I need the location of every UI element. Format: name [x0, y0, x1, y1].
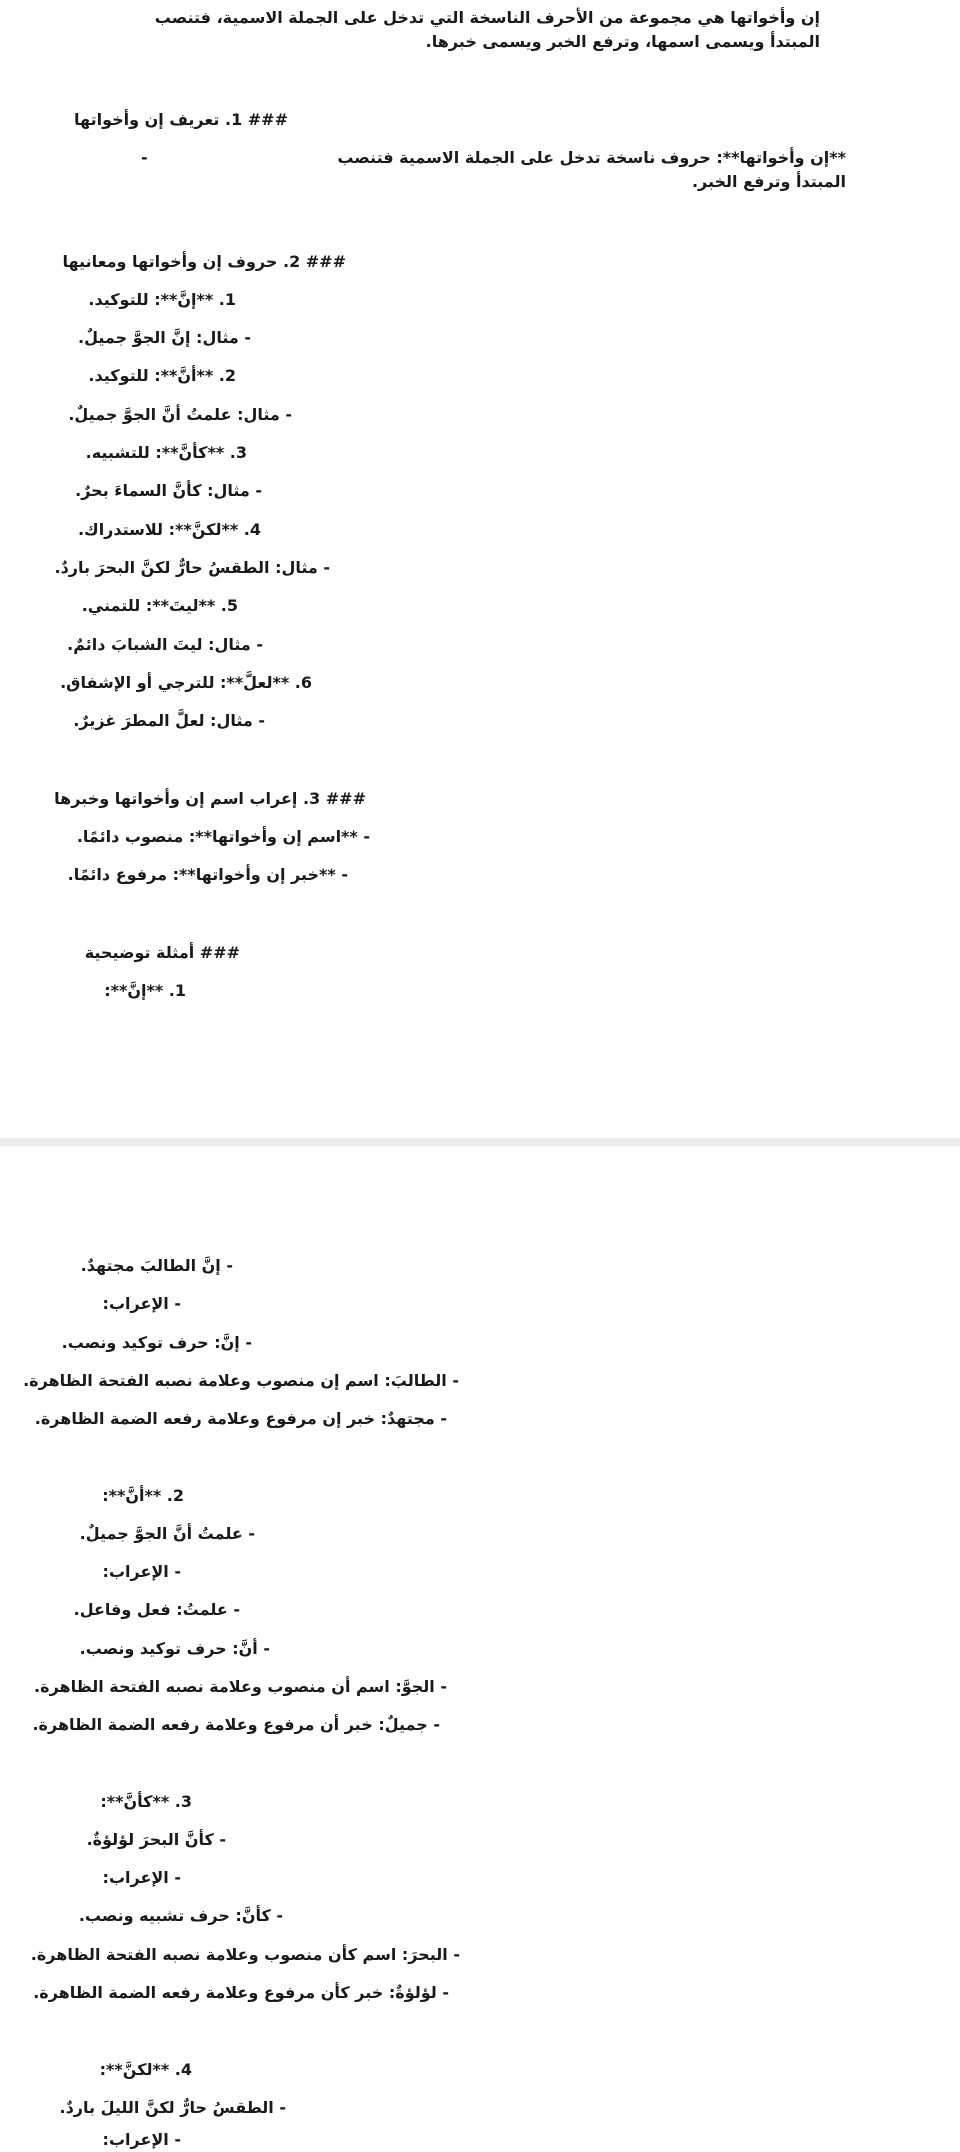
list-item: 4. **لكنَّ**: للاستدراك.: [77, 520, 261, 539]
page-separator: [0, 1138, 960, 1146]
heading-definition: ### 1. تعريف إن وأخواتها: [74, 110, 288, 129]
list-item: - إنَّ الطالبَ مجتهدٌ.: [80, 1256, 233, 1275]
list-item: 2. **أنَّ**: للتوكيد.: [88, 366, 236, 385]
list-item: - الإعراب:: [102, 2130, 181, 2149]
list-item: - مثال: إنَّ الجوَّ جميلٌ.: [78, 328, 251, 347]
list-item: - الطالبَ: اسم إن منصوب وعلامة نصبه الفتحة الظاهرة.: [23, 1371, 459, 1390]
definition-paragraph: **إن وأخواتها**: حروف ناسخة تدخل على الجملة الاسمية فتنصب المبتدأ وترفع الخبر.: [337, 148, 846, 191]
list-item: - كأنَّ البحرَ لؤلؤةٌ.: [86, 1830, 226, 1849]
list-item: - علمتُ أنَّ الجوَّ جميلٌ.: [79, 1524, 255, 1543]
list-item: - **اسم إن وأخواتها**: منصوب دائمًا.: [76, 827, 370, 846]
document-page-2: [0, 1146, 960, 2149]
list-item: - مثال: علمتُ أنَّ الجوَّ جميلٌ.: [68, 405, 292, 424]
list-item: - الطقسُ حارٌّ لكنَّ الليلَ باردٌ.: [59, 2098, 286, 2117]
list-item: - الجوَّ: اسم أن منصوب وعلامة نصبه الفتحة الظاهرة.: [34, 1677, 447, 1696]
list-item: - مثال: كأنَّ السماءَ بحرٌ.: [75, 481, 262, 500]
heading-letters: ### 2. حروف إن وأخواتها ومعانيها: [62, 252, 346, 271]
list-item: - الإعراب:: [102, 1562, 181, 1581]
list-item: - علمتُ: فعل وفاعل.: [73, 1600, 240, 1619]
list-item: - جميلٌ: خبر أن مرفوع وعلامة رفعه الضمة الظاهرة.: [32, 1715, 440, 1734]
list-item: 4. **لكنَّ**:: [99, 2060, 192, 2079]
list-item: - البحرَ: اسم كأن منصوب وعلامة نصبه الفتحة الظاهرة.: [30, 1945, 460, 1964]
list-item: 3. **كأنَّ**: للتشبيه.: [85, 443, 247, 462]
list-item: - مثال: ليتَ الشبابَ دائمٌ.: [67, 635, 263, 654]
list-item: - مثال: لعلَّ المطرَ غزيرٌ.: [73, 711, 265, 730]
list-item: 5. **ليتَ**: للتمني.: [81, 596, 238, 615]
list-item: 3. **كأنَّ**:: [100, 1792, 192, 1811]
list-item: - مجتهدٌ: خبر إن مرفوع وعلامة رفعه الضمة الظاهرة.: [34, 1409, 447, 1428]
list-item: - **خبر إن وأخواتها**: مرفوع دائمًا.: [67, 865, 348, 884]
list-item: - الإعراب:: [102, 1294, 181, 1313]
list-item: - أنَّ: حرف توكيد ونصب.: [79, 1639, 270, 1658]
heading-examples: ### أمثلة توضيحية: [84, 943, 240, 962]
list-item: - إنَّ: حرف توكيد ونصب.: [61, 1333, 252, 1352]
list-item: - كأنَّ: حرف تشبيه ونصب.: [78, 1906, 283, 1925]
list-item: 1. **إنَّ**: للتوكيد.: [88, 290, 236, 309]
intro-paragraph: إن وأخواتها هي مجموعة من الأحرف الناسخة التي تدخل على الجملة الاسمية، فتنصب المبتدأ ويسمى اسمها، وترفع الخبر ويسمى خبرها.: [154, 8, 820, 51]
list-item: 6. **لعلَّ**: للترجي أو الإشفاق.: [60, 673, 312, 692]
heading-parsing: ### 3. إعراب اسم إن وأخواتها وخبرها: [54, 789, 366, 808]
definition-bullet: -: [141, 148, 148, 167]
list-item: - الإعراب:: [102, 1868, 181, 1887]
list-item: - مثال: الطقسُ حارٌّ لكنَّ البحرَ باردٌ.: [54, 558, 330, 577]
list-item: 1. **إنَّ**:: [104, 981, 186, 1000]
list-item: 2. **أنَّ**:: [102, 1486, 184, 1505]
list-item: - لؤلؤةٌ: خبر كأن مرفوع وعلامة رفعه الضمة الظاهرة.: [33, 1983, 449, 2002]
